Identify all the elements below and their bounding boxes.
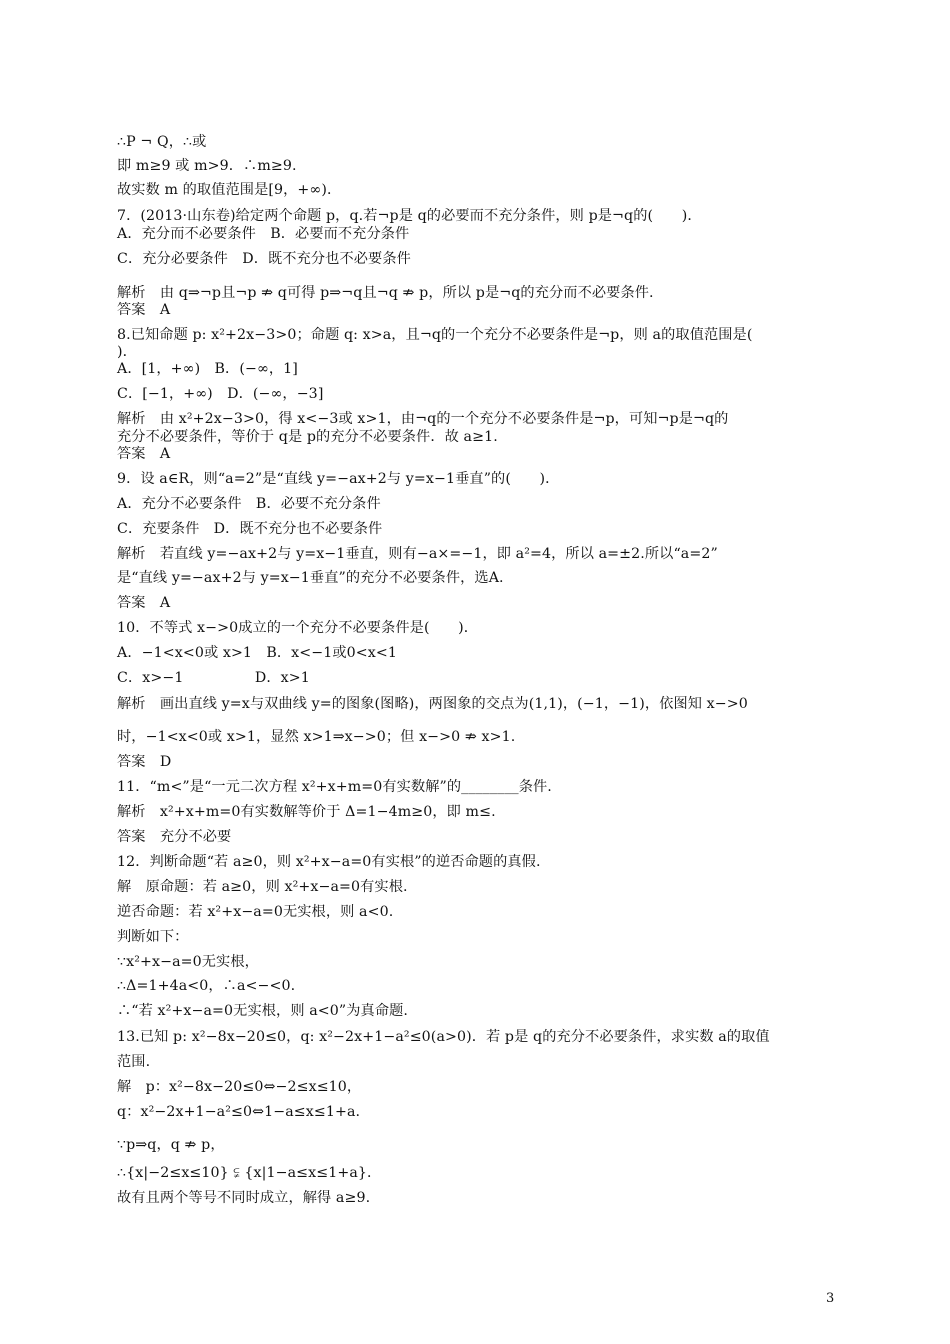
text-line: ∴“若 x²+x−a=0无实根，则 a<0”为真命题. xyxy=(117,1003,409,1019)
text-line: 解 p：x²−8x−20≤0⇔−2≤x≤10， xyxy=(117,1079,362,1095)
text-line: 解析 x²+x+m=0有实数解等价于 Δ=1−4m≥0，即 m≤. xyxy=(117,804,496,820)
text-line: 解 原命题：若 a≥0，则 x²+x−a=0有实根. xyxy=(117,879,408,895)
text-line: C．充要条件 D．既不充分也不必要条件 xyxy=(117,521,383,537)
text-line: 11．“m<”是“一元二次方程 x²+x+m=0有实数解”的________条件. xyxy=(117,779,552,795)
text-line: ∴Δ=1+4a<0，∴a<−<0. xyxy=(117,978,296,994)
text-line: 9．设 a∈R，则“a=2”是“直线 y=−ax+2与 y=x−1垂直”的( )． xyxy=(117,471,560,487)
text-line: 解析 若直线 y=−ax+2与 y=x−1垂直，则有−a×=−1，即 a²=4，所以 a=±2.所以“a=2” xyxy=(117,546,718,562)
text-line: 故有且两个等号不同时成立，解得 a≥9. xyxy=(117,1190,371,1206)
text-line: 8.已知命题 p: x²+2x−3>0；命题 q: x>a，且¬q的一个充分不必要条件是¬p，则 a的取值范围是( xyxy=(117,327,753,343)
text-line: 充分不必要条件，等价于 q是 p的充分不必要条件．故 a≥1. xyxy=(117,429,498,445)
text-line: A．[1，+∞) B．(−∞，1] xyxy=(117,361,298,377)
text-line: 判断如下： xyxy=(117,929,189,945)
text-line: ∵p⇒q，q ⇏ p， xyxy=(117,1137,225,1153)
text-line: 解析 画出直线 y=x与双曲线 y=的图象(图略)，两图象的交点为(1,1)，(−1，−1)，依图知 x−>0 xyxy=(117,696,748,712)
text-line: q：x²−2x+1−a²≤0⇔1−a≤x≤1+a. xyxy=(117,1104,361,1120)
text-line: 答案 充分不必要 xyxy=(117,829,232,845)
text-line: 解析 由 q⇒¬p且¬p ⇏ q可得 p⇒¬q且¬q ⇏ p，所以 p是¬q的充分而不必要条件. xyxy=(117,285,654,301)
text-line: 答案 A xyxy=(117,302,171,318)
text-line: 答案 A xyxy=(117,595,171,611)
text-line: C．x>−1 D．x>1 xyxy=(117,670,310,686)
text-line: ∵x²+x−a=0无实根， xyxy=(117,954,259,970)
text-line: 逆否命题：若 x²+x−a=0无实根，则 a<0. xyxy=(117,904,394,920)
text-line: 答案 D xyxy=(117,754,172,770)
text-line: 是“直线 y=−ax+2与 y=x−1垂直”的充分不必要条件，选A. xyxy=(117,570,504,586)
text-line: 即 m≥9 或 m>9．∴m≥9. xyxy=(117,158,297,174)
text-line: A．充分而不必要条件 B．必要而不充分条件 xyxy=(117,226,410,242)
text-line: 7．(2013·山东卷)给定两个命题 p，q.若¬p是 q的必要而不充分条件，则 p是¬q的( )． xyxy=(117,208,702,224)
text-line: 范围. xyxy=(117,1054,151,1070)
text-line: C．充分必要条件 D．既不充分也不必要条件 xyxy=(117,251,411,267)
text-line: A．−1<x<0或 x>1 B．x<−1或0<x<1 xyxy=(117,645,397,661)
text-line: C．[−1，+∞) D．(−∞，−3] xyxy=(117,386,324,402)
text-line: 故实数 m 的取值范围是[9，+∞)． xyxy=(117,182,342,198)
text-line: 12．判断命题“若 a≥0，则 x²+x−a=0有实根”的逆否命题的真假. xyxy=(117,854,541,870)
text-line: A．充分不必要条件 B．必要不充分条件 xyxy=(117,496,381,512)
text-line: ∴P ¬ Q，∴或 xyxy=(117,134,207,150)
page-number: 3 xyxy=(826,1291,835,1306)
text-line: 时，−1<x<0或 x>1，显然 x>1⇒x−>0；但 x−>0 ⇏ x>1. xyxy=(117,729,516,745)
text-line: 13.已知 p: x²−8x−20≤0，q: x²−2x+1−a²≤0(a>0)．若 p是 q的充分不必要条件，求实数 a的取值 xyxy=(117,1029,770,1045)
text-line: )． xyxy=(117,344,137,360)
text-line: 10．不等式 x−>0成立的一个充分不必要条件是( )． xyxy=(117,620,479,636)
text-line: 解析 由 x²+2x−3>0，得 x<−3或 x>1，由¬q的一个充分不必要条件是¬p，可知¬p是¬q的 xyxy=(117,411,729,427)
text-line: ∴{x|−2≤x≤10} ⫋ {x|1−a≤x≤1+a}． xyxy=(117,1165,382,1181)
text-line: 答案 A xyxy=(117,446,171,462)
